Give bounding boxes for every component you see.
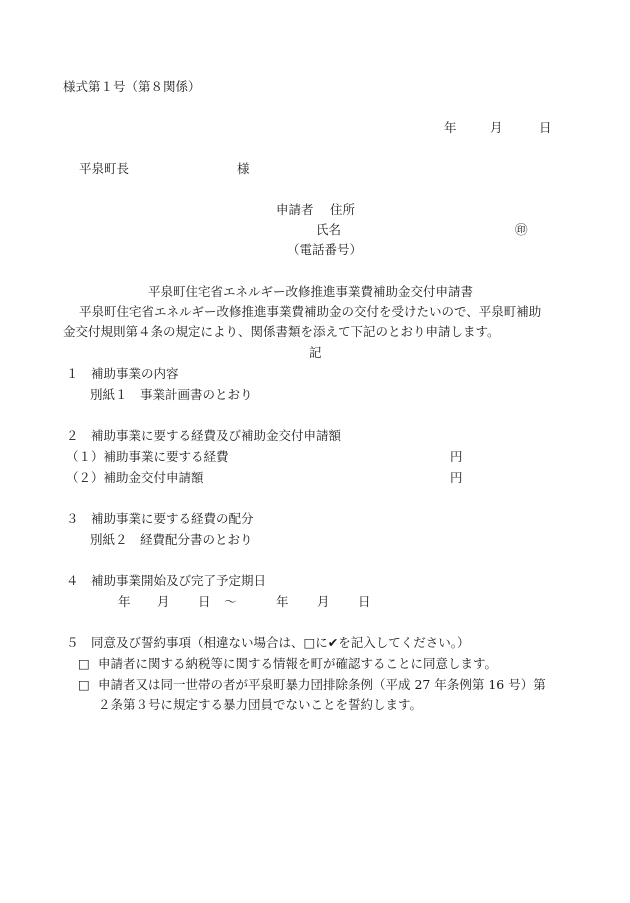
section-2-item-2-yen: 円 bbox=[450, 470, 463, 485]
checkbox-icon: □ bbox=[78, 656, 90, 671]
consent-2-checkbox[interactable] bbox=[78, 679, 90, 692]
period-tilde: ～ bbox=[224, 594, 237, 609]
intro-line-1: 平泉町住宅省エネルギー改修推進事業費補助金の交付を受けたいので、平泉町補助 bbox=[79, 304, 542, 319]
section-4-heading: ４ 補助事業開始及び完了予定期日 bbox=[66, 573, 267, 588]
consent-1-checkbox[interactable] bbox=[78, 658, 90, 671]
date-day-label: 日 bbox=[539, 120, 552, 135]
consent-2-text-line-2: ２条第３号に規定する暴力団員でないことを誓約します。 bbox=[98, 697, 423, 712]
intro-line-2: 金交付規則第４条の規定により、関係書類を添えて下記のとおり申請します。 bbox=[63, 324, 500, 339]
date-year-label: 年 bbox=[444, 120, 457, 135]
start-month-label: 月 bbox=[157, 594, 170, 609]
document-title: 平泉町住宅省エネルギー改修推進事業費補助金交付申請書 bbox=[148, 284, 474, 299]
section-1-heading: １ 補助事業の内容 bbox=[66, 366, 179, 381]
applicant-phone-label: （電話番号） bbox=[287, 242, 363, 257]
end-day-label: 日 bbox=[358, 594, 371, 609]
addressee-title: 平泉町長 bbox=[79, 161, 130, 176]
ki-marker: 記 bbox=[309, 345, 322, 360]
applicant-name-label: 氏名 bbox=[316, 222, 342, 237]
end-year-label: 年 bbox=[276, 594, 289, 609]
form-number: 様式第１号（第８関係） bbox=[63, 79, 201, 94]
date-month-label: 月 bbox=[490, 120, 503, 135]
addressee-honorific: 様 bbox=[237, 161, 250, 176]
section-2-heading: ２ 補助事業に要する経費及び補助金交付申請額 bbox=[66, 428, 342, 443]
applicant-label: 申請者 bbox=[276, 202, 314, 217]
section-2-item-1: （１）補助事業に要する経費 bbox=[66, 449, 229, 464]
section-3-heading: ３ 補助事業に要する経費の配分 bbox=[66, 511, 254, 526]
section-2-item-2: （２）補助金交付申請額 bbox=[66, 470, 204, 485]
end-month-label: 月 bbox=[317, 594, 330, 609]
section-1-detail: 別紙１ 事業計画書のとおり bbox=[90, 387, 253, 402]
applicant-address-label: 住所 bbox=[330, 202, 356, 217]
section-2-item-1-yen: 円 bbox=[450, 449, 463, 464]
checkbox-icon: □ bbox=[78, 677, 90, 692]
consent-2-text-line-1: 申請者又は同一世帯の者が平泉町暴力団排除条例（平成 27 年条例第 16 号）第 bbox=[98, 677, 546, 692]
section-5-heading: ５ 同意及び誓約事項（相違ない場合は、□に✔を記入してください。） bbox=[66, 635, 470, 650]
section-3-detail: 別紙２ 経費配分書のとおり bbox=[90, 532, 253, 547]
seal-mark: ㊞ bbox=[515, 222, 528, 237]
start-day-label: 日 bbox=[198, 594, 211, 609]
start-year-label: 年 bbox=[118, 594, 131, 609]
consent-1-text: 申請者に関する納税等に関する情報を町が確認することに同意します。 bbox=[98, 656, 498, 671]
